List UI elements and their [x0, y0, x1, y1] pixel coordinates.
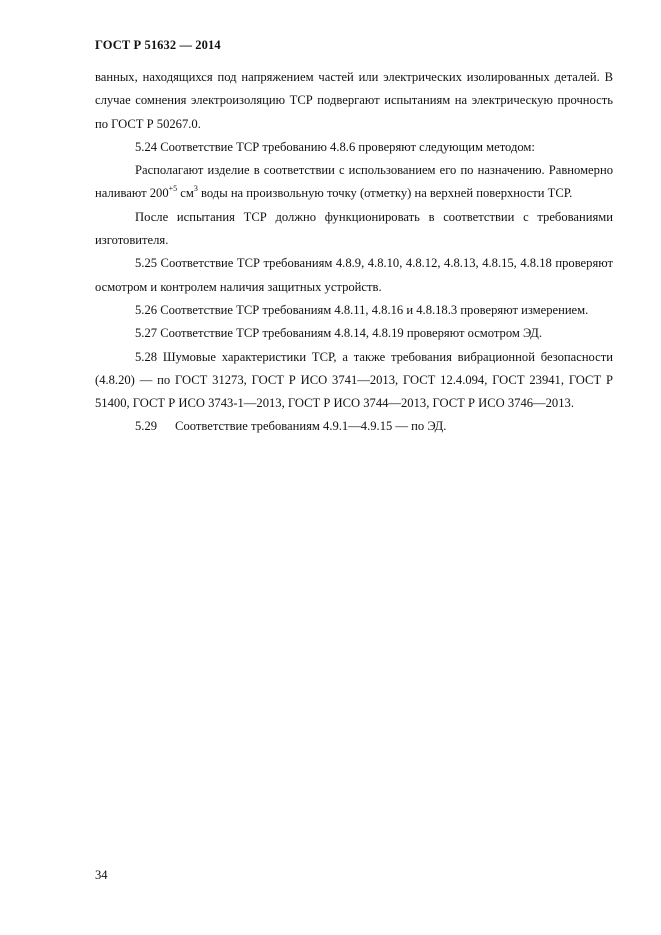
paragraph-5-25: 5.25 Соответствие ТСР требованиям 4.8.9, 4.8.10, 4.8.12, 4.8.13, 4.8.15, 4.8.18 проверяют осмотром и контролем наличия защитных устройств.: [95, 256, 613, 294]
paragraph-water-test: [95, 159, 613, 206]
paragraph-after-test: После испытания ТСР должно функционировать в соответствии с требованиями изготовителя.: [95, 209, 613, 248]
tolerance-superscript: +5: [168, 184, 178, 194]
paragraph-5-26: 5.26 Соответствие ТСР требованиям 4.8.11, 4.8.16 и 4.8.18.3 проверяют измерением.: [135, 302, 589, 317]
paragraph-continuation: ванных, находящихся под напряжением частей или электрических изолированных деталей. В случае сомнения электроизоляцию ТСР подвергают испытаниям на электрическую прочность по ГОСТ Р 50267.0.: [95, 70, 613, 131]
clause-text: Соответствие требованиям 4.9.1—4.9.15 — по ЭД.: [175, 419, 447, 434]
unit-exponent: 3: [193, 184, 198, 194]
paragraph-5-27: 5.27 Соответствие ТСР требованиям 4.8.14, 4.8.19 проверяют осмотром ЭД.: [135, 326, 543, 341]
page-number: 34: [95, 868, 108, 882]
document-header: ГОСТ Р 51632 — 2014: [95, 38, 221, 52]
paragraph-5-24: 5.24 Соответствие ТСР требованию 4.8.6 проверяют следующим методом:: [135, 139, 535, 154]
clause-number: 5.29: [135, 419, 158, 434]
paragraph-5-29: [95, 415, 613, 438]
document-body: [95, 66, 613, 439]
paragraph-5-28: 5.28 Шумовые характеристики ТСР, а также требования вибрационной безопасности (4.8.20) — по ГОСТ 31273, ГОСТ Р ИСО 3741—2013, ГОСТ 12.4.094, ГОСТ 23941, ГОСТ Р 51400, ГОСТ Р ИСО 3743-1—2013, ГОСТ Р ИСО 3744—2013, ГОСТ Р ИСО 3746—2013.: [95, 349, 613, 411]
water-test-text-end: воды на произвольную точку (отметку) на верхней поверхности ТСР.: [197, 186, 573, 201]
volume-unit: см: [177, 186, 194, 201]
water-test-text-start: Располагают изделие в соответствии с использованием его по назначению. Равномерно наливают 200: [95, 163, 613, 201]
